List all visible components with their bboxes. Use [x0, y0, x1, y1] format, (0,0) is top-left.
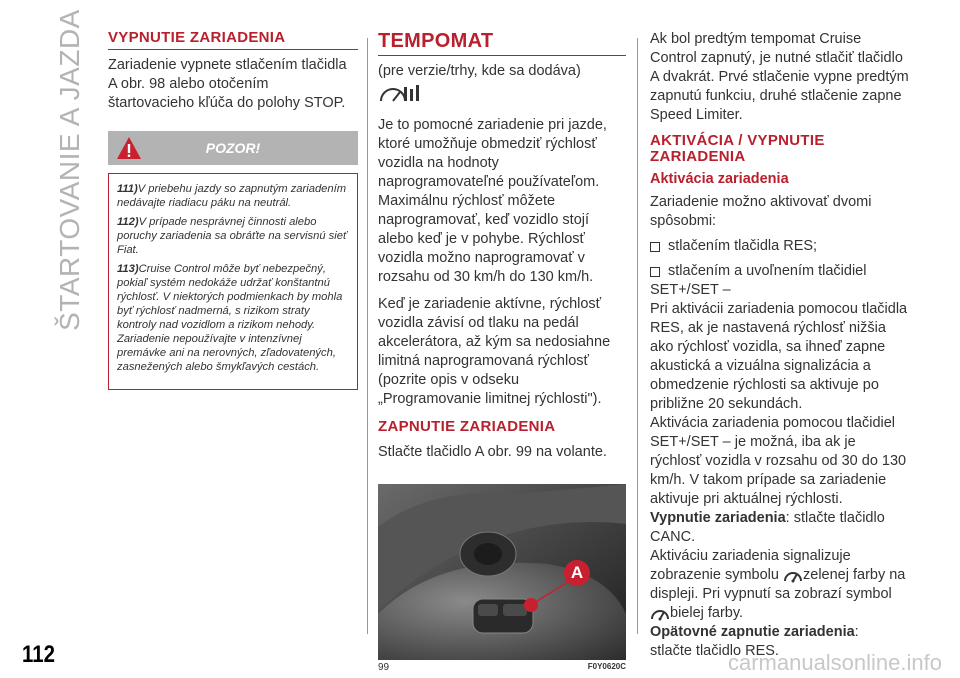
warning-header: [108, 131, 358, 165]
figure-code: F0Y0620C: [587, 662, 626, 671]
side-tab-label: ŠTARTOVANIE A JAZDA: [54, 9, 85, 331]
paragraph: Zariadenie vypnete stlačením tlačidla A obr. 98 alebo otočením štartovacieho kľúča do polohy STOP.: [108, 57, 347, 111]
column-divider: [637, 38, 638, 634]
figure-caption: [378, 662, 626, 673]
checkbox-bullet-icon: [650, 267, 660, 277]
side-tab: [40, 9, 100, 331]
warning-box: [108, 173, 358, 390]
warning-item: 112)V prípade nesprávnej činnosti alebo poruchy zariadenia sa obráťte na servisnú sieť Fiat.: [117, 216, 347, 256]
speed-limiter-icon: [783, 567, 803, 583]
figure-callout: A: [564, 560, 590, 586]
subtitle: (pre verzie/trhy, kde sa dodáva): [378, 63, 581, 79]
cruise-control-icon: [378, 83, 426, 105]
paragraph: Keď je zariadenie aktívne, rýchlosť vozidla závisí od tlaku na pedál akcelerátora, až kým sa nedosiahne limitná naprogramovaná rýchlosť (pozrite opis v odseku „Programovanie limitnej rýchlosti").: [378, 296, 611, 407]
column-divider: [367, 38, 368, 634]
heading-rule: [108, 49, 358, 50]
paragraph: Opätovné zapnutie zariadenia:: [650, 624, 859, 640]
heading-rule: [378, 55, 626, 56]
warning-item: 111)V priebehu jazdy so zapnutým zariadením nedávajte riadiacu páku na neutrál.: [117, 183, 347, 209]
paragraph: Pri aktivácii zariadenia pomocou tlačidla RES, ak je nastavená rýchlosť nižšia ako rýchlosť vozidla, sa ihneď zapne akustická a vizuálna signalizácia a obmedzenie rýchlosti sa aktivuje po približne 20 sekundách.: [650, 301, 908, 412]
column-1: [108, 30, 358, 390]
page-number: 112: [22, 641, 55, 668]
list-item-continuation: SET+/SET –: [650, 282, 731, 298]
checkbox-bullet-icon: [650, 242, 660, 252]
figure-number: 99: [378, 662, 390, 673]
paragraph: Aktiváciu zariadenia signalizuje zobrazenie symbolu zelenej farby na displeji. Pri vypnutí sa zobrazí symbol bielej farby.: [650, 548, 906, 621]
subheading: Aktivácia zariadenia: [650, 171, 789, 187]
section-heading-aktivacia: AKTIVÁCIA / VYPNUTIE ZARIADENIA: [650, 132, 825, 165]
section-heading-tempomat: TEMPOMAT: [378, 30, 494, 52]
watermark: carmanualsonline.info: [727, 650, 942, 675]
list-item: stlačením tlačidla RES;: [650, 237, 910, 256]
section-heading-zapnutie: ZAPNUTIE ZARIADENIA: [378, 418, 556, 435]
paragraph: Vypnutie zariadenia: stlačte tlačidlo CANC.: [650, 510, 885, 545]
section-heading-vypnutie: VYPNUTIE ZARIADENIA: [108, 29, 286, 46]
paragraph: Je to pomocné zariadenie pri jazde, ktoré umožňuje obmedziť rýchlosť vozidla na hodnoty naprogramovateľné používateľom. Maximálnu rýchlosť môžete naprogramovať, keď vozidlo stojí alebo keď je v pohybe. Rýchlosť vozidla možno naprogramovať v rozsahu od 30 km/h do 130 km/h.: [378, 117, 607, 285]
paragraph: Stlačte tlačidlo A obr. 99 na volante.: [378, 444, 607, 460]
paragraph: Aktivácia zariadenia pomocou tlačidiel SET+/SET – je možná, iba ak je rýchlosť vozidla v rozsahu od 30 do 130 km/h. V takom prípade sa zariadenie aktivuje pri aktuálnej rýchlosti.: [650, 415, 907, 507]
paragraph: Ak bol predtým tempomat Cruise Control zapnutý, je nutné stlačiť tlačidlo A dvakrát. Prvé stlačenie vypne predtým zapnutú funkciu, druhé stlačenie zapne Speed Limiter.: [650, 31, 909, 123]
warning-item: 113)Cruise Control môže byť nebezpečný, pokiaľ systém nedokáže udržať konštantnú rýchlosť. V niektorých podmienkach by mohla byť rýchlosť nadmerná, s rizikom straty kontroly nad vozidlom a rizikom nehody. Zariadenie nepoužívajte v intenzívnej premávke ani na nerovných, zľadovatených, zasnežených alebo šmykľavých cestách.: [117, 263, 343, 373]
speed-limiter-icon: [650, 605, 670, 621]
paragraph: stlačte tlačidlo RES.: [650, 643, 779, 659]
paragraph: Zariadenie možno aktivovať dvomi spôsobmi:: [650, 194, 872, 229]
steering-wheel-figure: [378, 484, 626, 660]
warning-title: POZOR!: [205, 140, 261, 156]
list-item: stlačením a uvoľnením tlačidiel: [650, 262, 910, 281]
column-2: [378, 30, 626, 673]
column-3: [650, 30, 910, 661]
